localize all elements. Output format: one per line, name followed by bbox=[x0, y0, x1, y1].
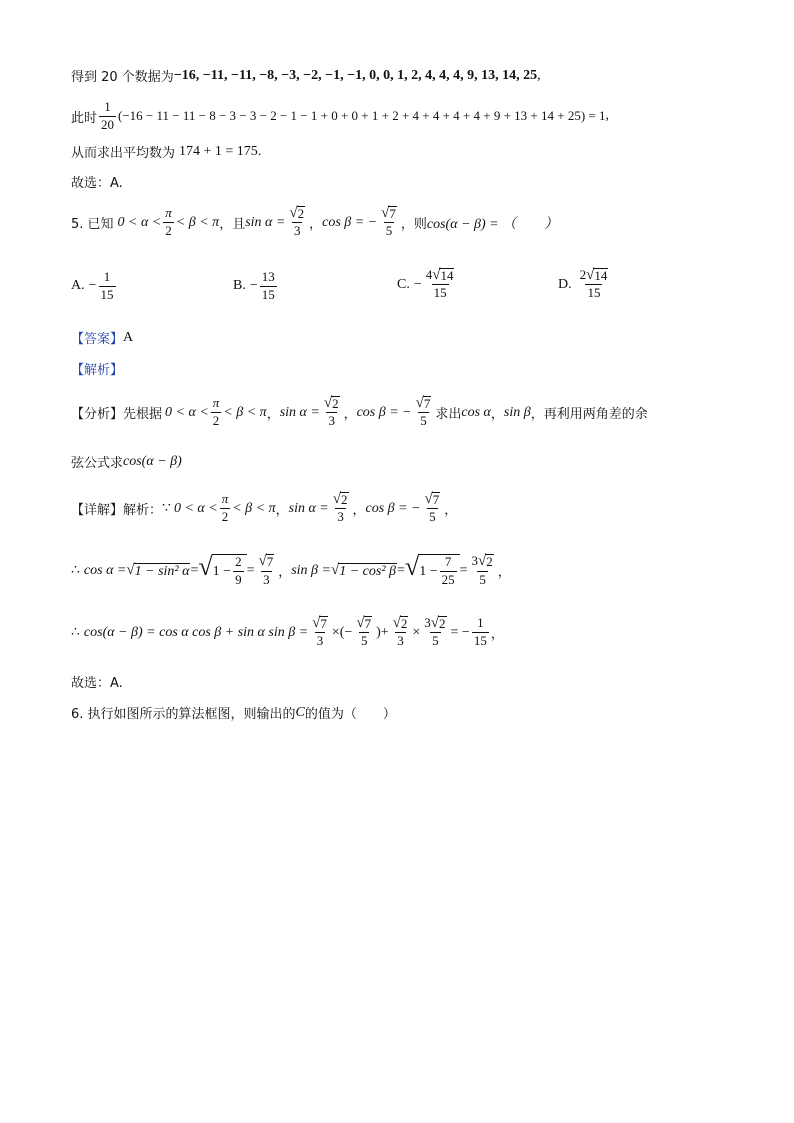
answer-value: A bbox=[123, 329, 134, 345]
line3-suffix: . bbox=[257, 143, 262, 159]
option-b[interactable]: B. − $\frac{13}{15}$ bbox=[233, 269, 275, 302]
question-5-stem: 5. 已知 0 < α < $\frac{\pi}{2}$ < β < π ，且 sin α = √ 2 3 ， cos β = − √ 7 5 ，则 cos(α − β) = （ ） bbox=[71, 205, 559, 239]
xiangjie-line: 【详解】 解析： ∵ 0 < α < $\frac{\pi}{2}$ < β < π ， sin α = √ 2 3 ， cos β = − √ 7 5 ， bbox=[71, 491, 458, 525]
step-2-line: ∴ cos(α − β) = cos α cos β + sin α sin β = √ 7 3 ×(− √ 7 5 )+ √ 2 3 × 3 √ 2 5 = − $\frac{1}{15}$ ， bbox=[71, 615, 504, 649]
line2-expr: (−16 − 11 − 11 − 8 − 3 − 3 − 2 − 1 − 1 + 0 + 0 + 1 + 2 + 4 + 4 + 4 + 4 + 9 + 13 + 14 + 25) = 1 bbox=[118, 108, 606, 124]
option-c[interactable]: C. − 4 √ 14 15 bbox=[397, 267, 454, 301]
fenxi-tag: 【分析】 bbox=[71, 407, 124, 423]
line1-suffix: , bbox=[537, 67, 541, 83]
question-6-stem: 6. 执行如图所示的算法框图，则输出的 C 的值为（ ） bbox=[71, 704, 396, 722]
fraction-sqrt2-3: √ 2 3 bbox=[289, 205, 305, 239]
fenxi-line-2: 弦公式求 cos(α − β) bbox=[71, 453, 182, 471]
fraction-sqrt7-5: √ 7 5 bbox=[381, 205, 396, 239]
q5-target: cos(α − β) = （ ） bbox=[426, 216, 559, 232]
choose-text: 故选：A. bbox=[71, 176, 123, 191]
line-choose-a-1 bbox=[71, 172, 123, 191]
line3-prefix: 从而求出平均数为 bbox=[71, 146, 176, 161]
line3-expr: 174 + 1 = 175 bbox=[179, 143, 258, 159]
fraction-pi-2: $\frac{\pi}{2}$ bbox=[165, 205, 172, 239]
line-data-list bbox=[71, 66, 541, 85]
option-d[interactable]: D. 2 √ 14 15 bbox=[558, 267, 608, 301]
step-1-line: ∴ cos α = √ 1 − sin² α = √ 1 − $\frac{2}{9}$ = √ 7 3 ， sin β = √ 1 − cos² β = √ 1 − $\frac{7}{25}$ = 3 √ 2 5 ， bbox=[71, 552, 511, 587]
answer-tag: 【答案】 bbox=[71, 332, 124, 347]
fraction-1-20: $\frac{1}{20}$ bbox=[101, 99, 115, 132]
line-mean-calc bbox=[71, 100, 609, 133]
line1-prefix: 得到 20 个数据为 bbox=[71, 70, 174, 85]
xiangjie-tag: 【详解】 bbox=[71, 503, 124, 519]
option-a[interactable]: A. − $\frac{1}{15}$ bbox=[71, 269, 114, 302]
answer-line bbox=[71, 328, 133, 347]
line-average-result bbox=[71, 142, 261, 161]
line2-suffix: , bbox=[605, 108, 610, 124]
line2-prefix: 此时 bbox=[71, 110, 98, 126]
line-choose-a-2: 故选：A. bbox=[71, 676, 123, 691]
analysis-heading: 【解析】 bbox=[71, 363, 124, 378]
line1-data: −16, −11, −11, −8, −3, −2, −1, −1, 0, 0, 1, 2, 4, 4, 4, 9, 13, 14, 25 bbox=[173, 67, 538, 83]
q5-number: 5. 已知 bbox=[71, 217, 114, 233]
fenxi-line: 【分析】 先根据 0 < α < $\frac{\pi}{2}$ < β < π ， sin α = √ 2 3 ， cos β = − √ 7 5 求出 cos α ， sin β ，再利用两角差的余 bbox=[71, 395, 648, 429]
